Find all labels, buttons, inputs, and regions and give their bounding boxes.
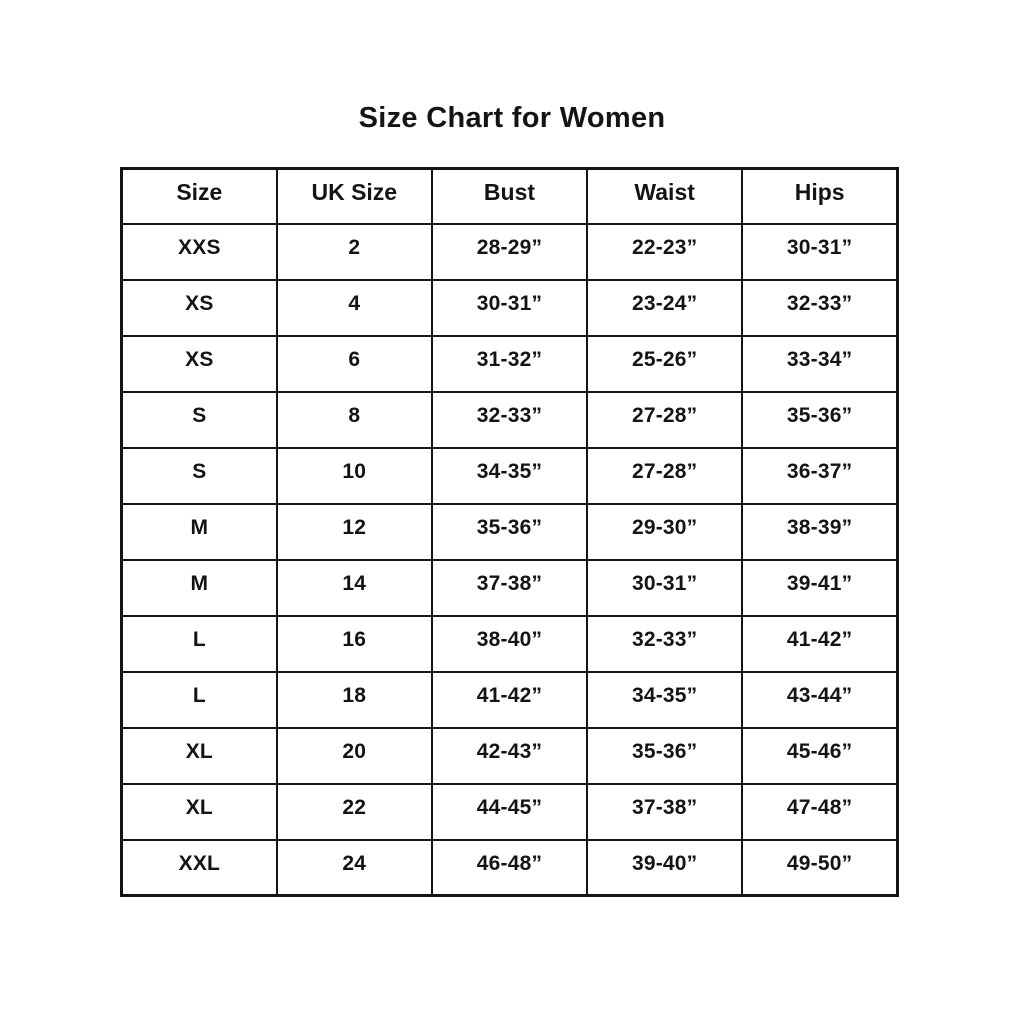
table-cell: 45-46” — [742, 728, 897, 784]
table-cell: 44-45” — [432, 784, 587, 840]
table-cell: L — [122, 672, 277, 728]
table-cell: XXL — [122, 840, 277, 896]
table-cell: 30-31” — [432, 280, 587, 336]
table-cell: 18 — [277, 672, 432, 728]
table-cell: 23-24” — [587, 280, 742, 336]
table-cell: 38-39” — [742, 504, 897, 560]
table-row — [122, 392, 898, 448]
table-cell: 27-28” — [587, 392, 742, 448]
table-cell: 49-50” — [742, 840, 897, 896]
table-row — [122, 336, 898, 392]
table-cell: XXS — [122, 224, 277, 280]
column-header-hips: Hips — [742, 169, 897, 224]
column-header-waist: Waist — [587, 169, 742, 224]
table-row — [122, 840, 898, 896]
page-title: Size Chart for Women — [358, 102, 666, 134]
table-cell: 42-43” — [432, 728, 587, 784]
size-chart-table — [120, 167, 899, 897]
table-cell: 29-30” — [587, 504, 742, 560]
column-header-uk-size: UK Size — [277, 169, 432, 224]
table-cell: 14 — [277, 560, 432, 616]
table-cell: 24 — [277, 840, 432, 896]
header-row — [122, 169, 898, 224]
table-cell: M — [122, 504, 277, 560]
table-body — [122, 224, 898, 896]
table-cell: 35-36” — [742, 392, 897, 448]
table-cell: 35-36” — [432, 504, 587, 560]
table-cell: 10 — [277, 448, 432, 504]
table-cell: M — [122, 560, 277, 616]
table-cell: 30-31” — [587, 560, 742, 616]
table-cell: 41-42” — [432, 672, 587, 728]
table-cell: S — [122, 448, 277, 504]
table-cell: S — [122, 392, 277, 448]
table-cell: 39-40” — [587, 840, 742, 896]
table-cell: 22 — [277, 784, 432, 840]
table-row — [122, 784, 898, 840]
table-cell: XS — [122, 336, 277, 392]
table-cell: L — [122, 616, 277, 672]
table-cell: 30-31” — [742, 224, 897, 280]
table-cell: XL — [122, 784, 277, 840]
table-row — [122, 728, 898, 784]
column-header-bust: Bust — [432, 169, 587, 224]
table-row — [122, 672, 898, 728]
table-cell: 2 — [277, 224, 432, 280]
table-row — [122, 504, 898, 560]
table-cell: 37-38” — [587, 784, 742, 840]
table-cell: 16 — [277, 616, 432, 672]
table-cell: XL — [122, 728, 277, 784]
table-cell: 36-37” — [742, 448, 897, 504]
table-cell: 34-35” — [432, 448, 587, 504]
table-cell: 27-28” — [587, 448, 742, 504]
table-cell: 4 — [277, 280, 432, 336]
table-cell: 35-36” — [587, 728, 742, 784]
table-cell: 47-48” — [742, 784, 897, 840]
table-cell: 25-26” — [587, 336, 742, 392]
table-row — [122, 560, 898, 616]
table-cell: 20 — [277, 728, 432, 784]
table-cell: 41-42” — [742, 616, 897, 672]
table-cell: 32-33” — [432, 392, 587, 448]
table-cell: 32-33” — [742, 280, 897, 336]
table-cell: 22-23” — [587, 224, 742, 280]
table-cell: 6 — [277, 336, 432, 392]
table-row — [122, 616, 898, 672]
table-cell: 33-34” — [742, 336, 897, 392]
table-cell: XS — [122, 280, 277, 336]
table-row — [122, 280, 898, 336]
table-cell: 38-40” — [432, 616, 587, 672]
table-cell: 43-44” — [742, 672, 897, 728]
column-header-size: Size — [122, 169, 277, 224]
table-cell: 31-32” — [432, 336, 587, 392]
table-cell: 34-35” — [587, 672, 742, 728]
table-cell: 46-48” — [432, 840, 587, 896]
table-cell: 39-41” — [742, 560, 897, 616]
table-row — [122, 448, 898, 504]
table-header — [122, 169, 898, 224]
table-cell: 12 — [277, 504, 432, 560]
table-cell: 37-38” — [432, 560, 587, 616]
table-cell: 28-29” — [432, 224, 587, 280]
table-cell: 32-33” — [587, 616, 742, 672]
table-cell: 8 — [277, 392, 432, 448]
table-row — [122, 224, 898, 280]
